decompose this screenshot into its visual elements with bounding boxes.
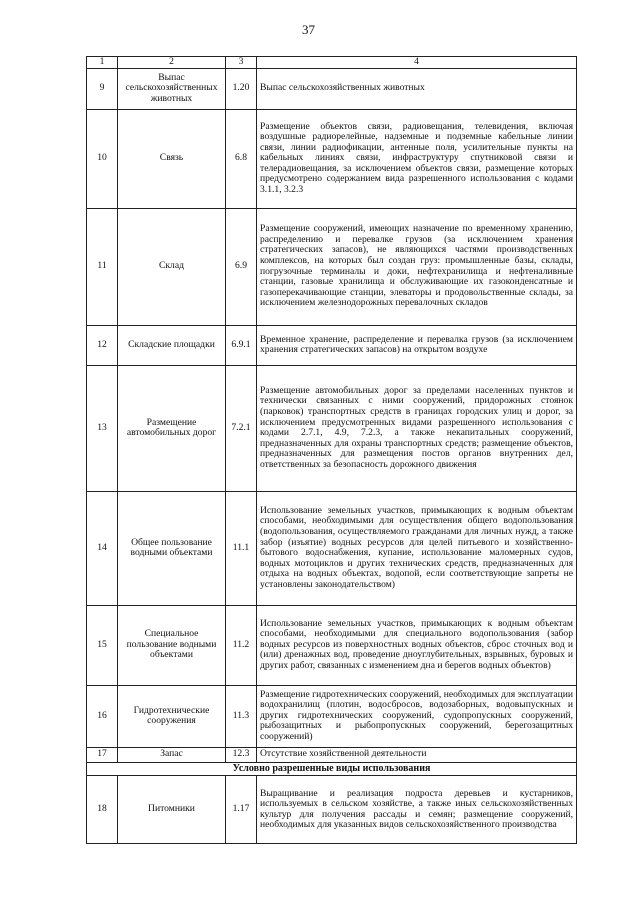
use-type-name: Складские площадки bbox=[118, 325, 226, 365]
use-type-name: Общее пользование водными объектами bbox=[118, 491, 226, 605]
table-row bbox=[87, 325, 577, 365]
use-type-description: Размещение гидротехнических сооружений, необходимых для эксплуатации водохранилищ (плотин, водосбросов, водозаборных, водовыпускных и других гидротехнических сооружений, судопропускных сооружений, рыбозащитных и рыбопропускных сооружений, берегозащитных сооружений) bbox=[257, 685, 577, 747]
use-type-name: Питомники bbox=[118, 776, 226, 844]
column-header: 1 bbox=[87, 57, 118, 69]
row-number: 17 bbox=[87, 747, 118, 762]
table-row bbox=[87, 747, 577, 762]
use-type-code: 7.2.1 bbox=[226, 365, 257, 491]
row-number: 15 bbox=[87, 605, 118, 685]
row-number: 12 bbox=[87, 325, 118, 365]
row-number: 11 bbox=[87, 208, 118, 325]
table-row bbox=[87, 109, 577, 208]
land-use-table bbox=[86, 56, 577, 844]
use-type-code: 6.9.1 bbox=[226, 325, 257, 365]
use-type-description: Размещение автомобильных дорог за пределами населенных пунктов и технически связанных с ними сооружений, придорожных стоянок (парковок) транспортных средств в границах городских улиц и дорог, за исключением предусмотренных видами разрешенного использования с кодами 2.7.1, 4.9, 7.2.3, а также некапитальных сооружений, предназначенных для охраны транспортных средств; размещение объектов, предназначенных для размещения постов органов внутренних дел, ответственных за безопасность дорожного движения bbox=[257, 365, 577, 491]
table-row bbox=[87, 605, 577, 685]
page-number: 37 bbox=[302, 22, 315, 37]
table-row bbox=[87, 208, 577, 325]
use-type-name: Склад bbox=[118, 208, 226, 325]
use-type-description: Размещение сооружений, имеющих назначение по временному хранению, распределению и перевалке грузов (за исключением хранения стратегических запасов), не являющихся частями производственных комплексов, на которых был создан груз: промышленные базы, склады, погрузочные терминалы и доки, нефтехранилища и нефтеналивные станции, газовые хранилища и обслуживающие их газоконденсатные и газоперекачивающие станции, элеваторы и продовольственные склады, за исключением железнодорожных перевалочных складов bbox=[257, 208, 577, 325]
row-number: 16 bbox=[87, 685, 118, 747]
row-number: 10 bbox=[87, 109, 118, 208]
use-type-description: Временное хранение, распределение и перевалка грузов (за исключением хранения стратегических запасов) на открытом воздухе bbox=[257, 325, 577, 365]
column-header: 2 bbox=[118, 57, 226, 69]
table-row bbox=[87, 685, 577, 747]
column-header: 4 bbox=[257, 57, 577, 69]
use-type-code: 6.8 bbox=[226, 109, 257, 208]
use-type-description: Размещение объектов связи, радиовещания, телевидения, включая воздушные радиорелейные, надземные и подземные кабельные линии связи, линии радиофикации, антенные поля, усилительные пункты на кабельных линиях связи, инфраструктуру спутниковой связи и телерадиовещания, за исключением объектов связи, размещение которых предусмотрено содержанием вида разрешенного использования с кодами 3.1.1, 3.2.3 bbox=[257, 109, 577, 208]
column-header: 3 bbox=[226, 57, 257, 69]
use-type-code: 11.1 bbox=[226, 491, 257, 605]
use-type-name: Размещение автомобильных дорог bbox=[118, 365, 226, 491]
row-number: 18 bbox=[87, 776, 118, 844]
table-row bbox=[87, 491, 577, 605]
use-type-description: Отсутствие хозяйственной деятельности bbox=[257, 747, 577, 762]
use-type-code: 1.20 bbox=[226, 68, 257, 109]
row-number: 14 bbox=[87, 491, 118, 605]
use-type-name: Запас bbox=[118, 747, 226, 762]
column-header-row bbox=[87, 57, 577, 69]
use-type-description: Выращивание и реализация подроста деревьев и кустарников, используемых в сельском хозяйстве, а также иных сельскохозяйственных культур для получения рассады и семян; размещение сооружений, необходимых для указанных видов сельскохозяйственного производства bbox=[257, 776, 577, 844]
table-row bbox=[87, 365, 577, 491]
use-type-name: Гидротехнические сооружения bbox=[118, 685, 226, 747]
use-type-description: Выпас сельскохозяйственных животных bbox=[257, 68, 577, 109]
section-header-row bbox=[87, 762, 577, 776]
use-type-code: 11.2 bbox=[226, 605, 257, 685]
use-type-description: Использование земельных участков, примыкающих к водным объектам способами, необходимыми для специального водопользования (забор водных ресурсов из поверхностных водных объектов, сброс сточных вод и (или) дренажных вод, проведение дноуглубительных, взрывных, буровых и других работ, связанных с изменением дна и берегов водных объектов) bbox=[257, 605, 577, 685]
table-row bbox=[87, 68, 577, 109]
use-type-code: 11.3 bbox=[226, 685, 257, 747]
section-title: Условно разрешенные виды использования bbox=[87, 762, 577, 776]
use-type-name: Связь bbox=[118, 109, 226, 208]
use-type-code: 12.3 bbox=[226, 747, 257, 762]
use-type-name: Выпас сельскохозяйственных животных bbox=[118, 68, 226, 109]
row-number: 9 bbox=[87, 68, 118, 109]
use-type-code: 1.17 bbox=[226, 776, 257, 844]
table-row bbox=[87, 776, 577, 844]
use-type-description: Использование земельных участков, примыкающих к водным объектам способами, необходимыми для осуществления общего водопользования (водопользования, осуществляемого гражданами для личных нужд, а также забор (изъятие) водных ресурсов для целей питьевого и хозяйственно-бытового водоснабжения, купание, использование маломерных судов, водных мотоциклов и других технических средств, предназначенных для отдыха на водных объектах, водопой, если соответствующие запреты не установлены законодательством) bbox=[257, 491, 577, 605]
use-type-name: Специальное пользование водными объектами bbox=[118, 605, 226, 685]
use-type-code: 6.9 bbox=[226, 208, 257, 325]
row-number: 13 bbox=[87, 365, 118, 491]
